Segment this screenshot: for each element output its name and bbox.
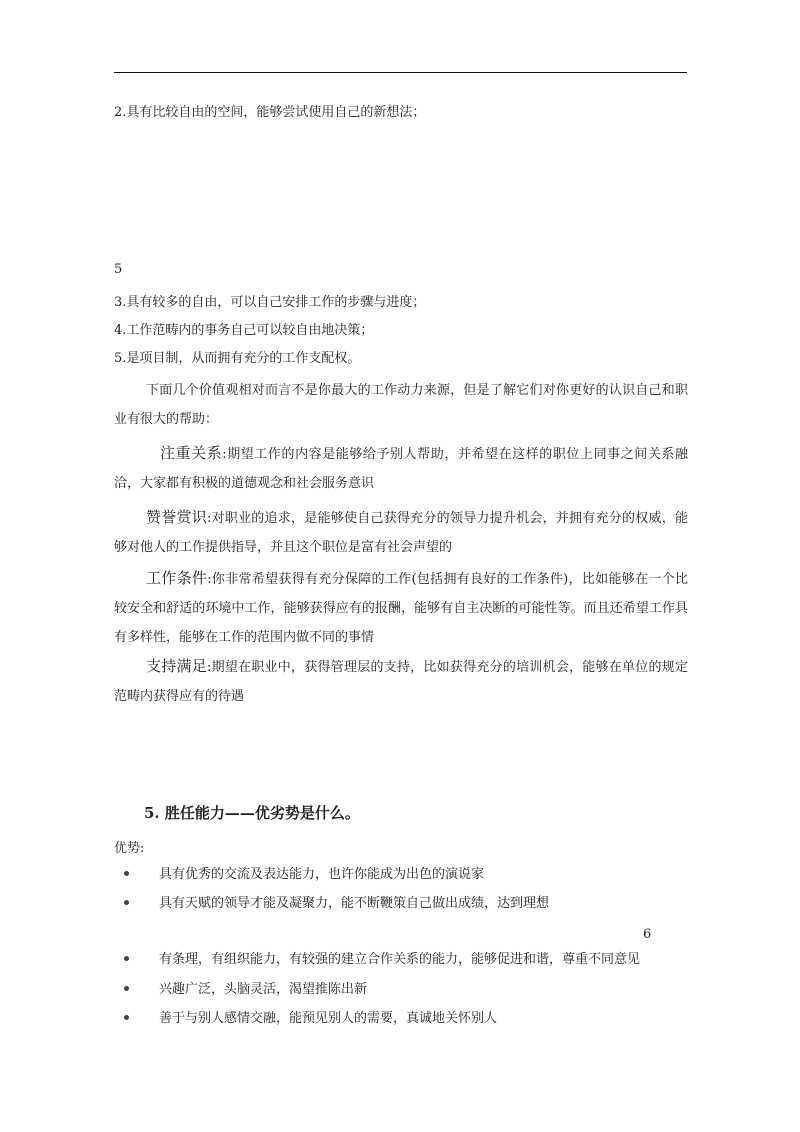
value-paragraph bbox=[114, 439, 688, 498]
list-item: 具有天赋的领导才能及凝聚力，能不断鞭策自己做出成绩，达到理想 bbox=[124, 895, 549, 913]
bullet-icon bbox=[124, 900, 129, 905]
value-title: 工作条件 bbox=[146, 569, 208, 587]
bullet-icon bbox=[124, 871, 129, 876]
list-item: 5.是项目制，从而拥有充分的工作支配权。 bbox=[114, 351, 361, 366]
value-text: :对职业的追求，是能够使自己获得充分的领导力提升机会，并拥有充分的权威，能够对他人的工作提供指导，并且这个职位是富有社会声望的 bbox=[114, 511, 688, 555]
value-title: 赞誉赏识 bbox=[146, 508, 207, 526]
list-item: 善于与别人感情交融，能预见别人的需要，真诚地关怀别人 bbox=[124, 1010, 497, 1028]
page-number: 6 bbox=[643, 927, 652, 942]
strengths-label: 优势: bbox=[114, 841, 145, 856]
list-item: 4.工作范畴内的事务自己可以较自由地决策； bbox=[114, 323, 374, 338]
value-text: :期望在职业中，获得管理层的支持，比如获得充分的培训机会，能够在单位的规定范畴内获得应有的待遇 bbox=[114, 660, 688, 704]
list-item: 3.具有较多的自由，可以自己安排工作的步骤与进度； bbox=[114, 295, 426, 310]
value-paragraph bbox=[114, 652, 688, 711]
value-text: :期望工作的内容是能够给予别人帮助，并希望在这样的职位上同事之间关系融洽，大家都有积极的道德观念和社会服务意识 bbox=[114, 447, 688, 491]
list-item: 2.具有比较自由的空间，能够尝试使用自己的新想法； bbox=[114, 105, 426, 120]
bullet-icon bbox=[124, 986, 129, 991]
list-item: 具有优秀的交流及表达能力，也许你能成为出色的演说家 bbox=[124, 866, 484, 884]
intro-paragraph: 下面几个价值观相对而言不是你最大的工作动力来源，但是了解它们对你更好的认识自己和职业有很大的帮助： bbox=[114, 383, 688, 427]
list-item: 兴趣广泛，头脑灵活，渴望推陈出新 bbox=[124, 981, 367, 999]
value-paragraph bbox=[114, 564, 688, 652]
value-title: 注重关系 bbox=[160, 444, 223, 462]
value-text: :你非常希望获得有充分保障的工作(包括拥有良好的工作条件)，比如能够在一个比较安全和舒适的环境中工作，能够获得应有的报酬，能够有自主决断的可能性等。而且还希望工作具有多样性，能够在工作的范围内做不同的事情 bbox=[114, 572, 688, 645]
bullet-icon bbox=[124, 1015, 129, 1020]
value-title: 支持满足 bbox=[146, 657, 207, 675]
section-heading: 5. 胜任能力——优劣势是什么。 bbox=[144, 804, 360, 822]
header-rule bbox=[114, 72, 687, 73]
value-paragraph bbox=[114, 503, 688, 562]
list-item: 有条理，有组织能力，有较强的建立合作关系的能力，能够促进和谐，尊重不同意见 bbox=[124, 951, 640, 969]
page-number: 5 bbox=[114, 262, 123, 277]
bullet-icon bbox=[124, 956, 129, 961]
